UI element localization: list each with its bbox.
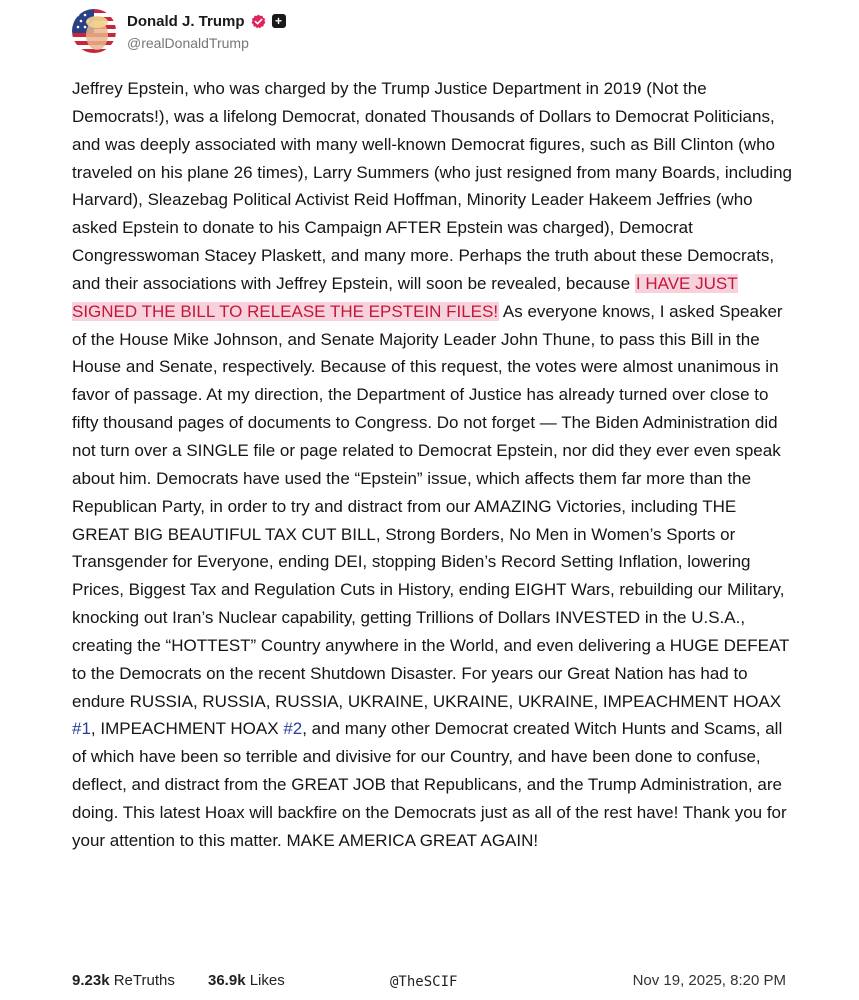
likes-count: 36.9k — [208, 972, 246, 989]
author-handle[interactable]: @realDonaldTrump — [127, 35, 249, 51]
author-display-name[interactable]: Donald J. Trump — [127, 12, 245, 30]
post-header — [72, 9, 572, 59]
post-text-part-2: As everyone knows, I asked Speaker of the House Mike Johnson, and Senate Majority Leader John Thune, to pass this Bill in the House and Senate, respectively. Because of this request, the votes were almost unanimous in favor of passage. At my direction, the Department of Justice has already turned over close to fifty thousand pages of documents to Congress. Do not forget — The Biden Administration did not turn over a SINGLE file or page related to Democrat Epstein, nor did they ever even speak about him. Democrats have used the “Epstein” issue, which affects them far more than the Republican Party, in order to try and distract from our AMAZING Victories, including THE GREAT BIG BEAUTIFUL TAX CUT BILL, Strong Borders, No Men in Women’s Sports or Transgender for Everyone, ending DEI, stopping Biden’s Record Setting Inflation, lowering Prices, Biggest Tax and Regulation Cuts in History, ending EIGHT Wars, rebuilding our Military, knocking out Iran’s Nuclear capability, getting Trillions of Dollars INVESTED in the U.S.A., creating the “HOTTEST” Country anywhere in the World, and even delivering a HUGE DEFEAT to the Democrats on the recent Shutdown Disaster. For years our Great Nation has had to endure RUSSIA, RUSSIA, RUSSIA, UKRAINE, UKRAINE, UKRAINE, IMPEACHMENT HOAX — [72, 301, 790, 711]
post-text-part-4: , and many other Democrat created Witch Hunts and Scams, all of which have been so terrible and divisive for our Country, and have been done to confuse, deflect, and distract from the GREAT JOB that Republicans, and the Trump Administration, are doing. This latest Hoax will backfire on the Democrats just as all of the rest have! Thank you for your attention to this matter. MAKE AMERICA GREAT AGAIN! — [72, 719, 787, 850]
highlighted-text: I HAVE JUST SIGNED THE BILL TO RELEASE THE EPSTEIN FILES! — [72, 273, 738, 321]
retruths-label: ReTruths — [109, 972, 175, 989]
post-text — [72, 75, 792, 855]
likes-stat[interactable] — [208, 972, 285, 989]
hashtag-link-2[interactable]: #2 — [283, 719, 303, 739]
retruths-stat[interactable] — [72, 972, 175, 989]
retruths-count: 9.23k — [72, 972, 110, 989]
post-text-part-3: , IMPEACHMENT HOAX — [90, 719, 284, 739]
watermark: @TheSCIF — [390, 974, 458, 990]
verified-badge-icon — [251, 14, 266, 29]
post-text-part-1: Jeffrey Epstein, who was charged by the Trump Justice Department in 2019 (Not the Democrats!), was a lifelong Democrat, donated Thousands of Dollars to Democrat Politicians, and was deeply associated with many well-known Democrat figures, such as Bill Clinton (who traveled on his plane 26 times), Larry Summers (who just resigned from many Boards, including Harvard), Sleazebag Political Activist Reid Hoffman, Minority Leader Hakeem Jeffries (who asked Epstein to donate to his Campaign AFTER Epstein was charged), Democrat Congresswoman Stacey Plaskett, and many more. Perhaps the truth about these Democrats, and their associations with Jeffrey Epstein, will soon be revealed, because — [72, 79, 792, 293]
post-footer — [72, 970, 792, 994]
hashtag-link-1[interactable]: #1 — [72, 719, 91, 739]
post-timestamp[interactable]: Nov 19, 2025, 8:20 PM — [632, 972, 786, 989]
likes-label: Likes — [245, 972, 285, 989]
avatar-flag-icon — [72, 9, 116, 53]
avatar[interactable] — [72, 9, 116, 53]
author-name-row — [127, 11, 286, 31]
plus-badge-icon: + — [272, 14, 286, 28]
